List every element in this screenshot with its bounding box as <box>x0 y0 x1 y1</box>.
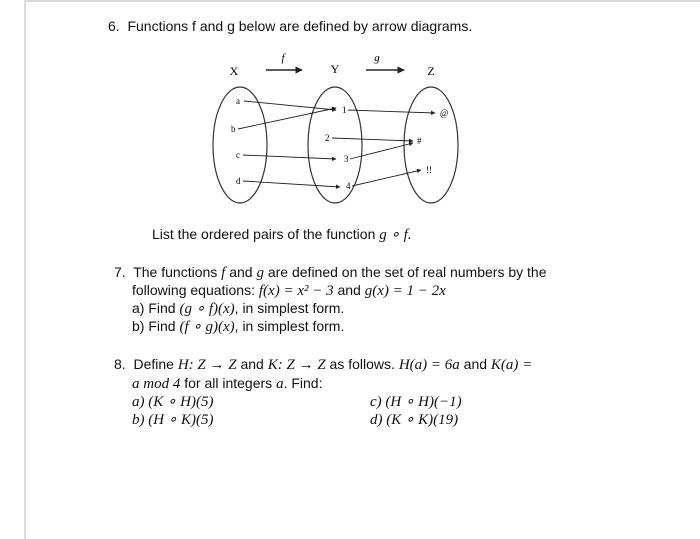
x-elem-b: b <box>231 124 236 134</box>
q8-h-def: H(a) = 6a <box>398 357 460 373</box>
set-x-label: X <box>229 64 239 78</box>
q7-line2 <box>132 282 446 300</box>
z-elem-bang: !! <box>426 165 432 175</box>
f-map-d <box>243 181 340 187</box>
z-elem-hash: # <box>417 136 422 146</box>
q6-prompt-math: g ∘ f. <box>379 227 412 243</box>
set-y-label: Y <box>330 62 340 76</box>
y-elem-4: 4 <box>346 181 351 191</box>
q8-line2 <box>132 375 322 393</box>
q7-line1-suffix: are defined on the set of real numbers by the <box>263 264 547 280</box>
page-border-top <box>24 0 700 2</box>
q8-h-signature: H: Z → Z <box>177 357 237 373</box>
q7-g-def: g(x) = 1 − 2x <box>364 283 446 299</box>
q7-part-a <box>132 300 344 318</box>
q8-part-b: b) (H ∘ K)(5) <box>132 412 214 428</box>
y-elem-1: 1 <box>342 105 347 115</box>
f-map-b <box>238 108 336 129</box>
x-elem-a: a <box>236 96 240 106</box>
q8-part-a: a) (K ∘ H)(5) <box>132 394 214 410</box>
q7-number: 7. <box>114 264 126 280</box>
q6-heading <box>108 18 472 35</box>
q8-and: and <box>236 356 268 372</box>
q7-b-suffix: , in simplest form. <box>234 318 345 334</box>
oval-z <box>404 87 458 203</box>
g-map-2 <box>332 138 413 141</box>
q6-title: Functions f and g below are defined by arrow diagrams. <box>127 18 473 34</box>
q7-part-b <box>132 318 344 336</box>
q8-part-c: c) (H ∘ H)(−1) <box>370 394 462 410</box>
x-elem-d: d <box>236 176 241 186</box>
q8-define: Define <box>133 356 178 372</box>
q7-a-math: (g ∘ f)(x) <box>179 301 235 317</box>
q8-k-def: K(a) = <box>490 357 533 373</box>
f-label: f <box>281 52 285 64</box>
q7-g: g <box>256 265 264 281</box>
x-elem-c: c <box>236 150 240 160</box>
g-label: g <box>374 52 380 64</box>
q8-mod-expr: a mod 4 <box>132 376 181 392</box>
q7-and: and <box>225 264 257 280</box>
q7-line1-prefix: The functions <box>133 264 222 280</box>
q8-find: . Find: <box>283 375 323 391</box>
q7-f-def: f(x) = x² − 3 <box>258 283 334 299</box>
q7-b-math: (f ∘ g)(x) <box>179 319 235 335</box>
q7-line2-prefix: following equations: <box>132 282 259 298</box>
q7-b-label: b) Find <box>132 318 180 334</box>
q8-line1 <box>114 356 532 374</box>
q6-prompt-text: List the ordered pairs of the function <box>152 226 380 242</box>
q7-line1 <box>114 264 546 282</box>
f-map-a <box>244 101 336 110</box>
q8-as-follows: as follows. <box>325 356 399 372</box>
q8-line2-suffix: for all integers <box>180 375 277 391</box>
g-map-1 <box>348 110 435 113</box>
q8-and2: and <box>459 356 491 372</box>
y-elem-3: 3 <box>344 154 349 164</box>
z-elem-at: @ <box>440 108 449 118</box>
q8-part-d: d) (K ∘ K)(19) <box>370 412 459 428</box>
f-map-c <box>243 155 336 159</box>
q7-a-suffix: , in simplest form. <box>234 300 345 316</box>
set-z-label: Z <box>427 64 435 78</box>
q8-k-signature: K: Z → Z <box>267 357 326 373</box>
q8-var-a: a <box>276 376 284 392</box>
q7-line2-and: and <box>333 282 365 298</box>
y-elem-2: 2 <box>325 133 330 143</box>
q6-number: 6. <box>108 18 120 34</box>
q7-f: f <box>221 265 226 281</box>
q6-prompt <box>152 226 412 244</box>
q7-a-label: a) Find <box>132 300 180 316</box>
q8-number: 8. <box>114 356 126 372</box>
